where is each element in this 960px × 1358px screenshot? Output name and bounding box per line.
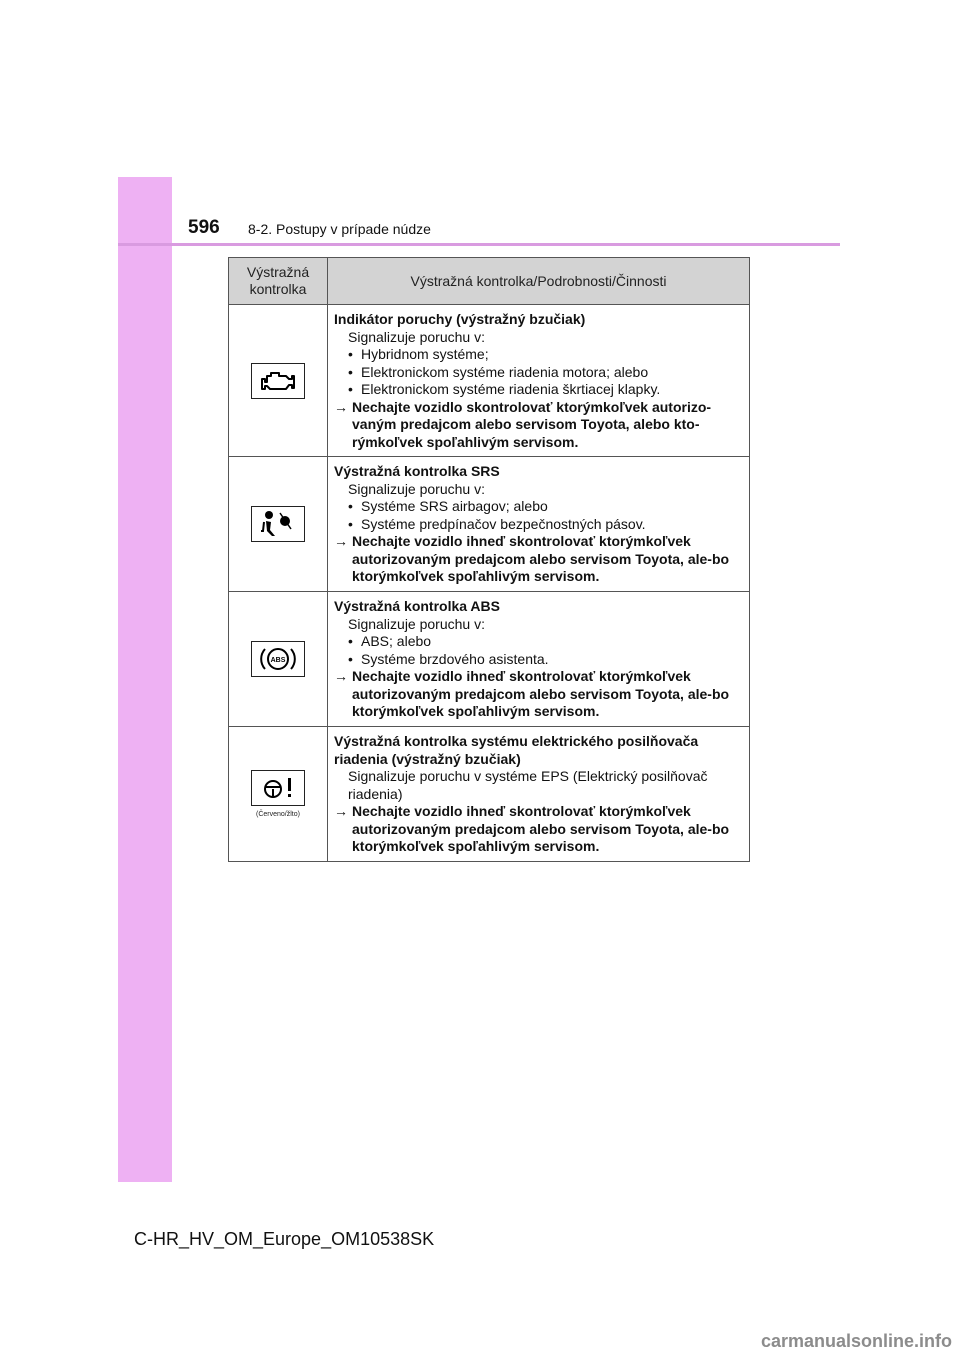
- table-row: [229, 727, 749, 861]
- light-action: → Nechajte vozidlo ihneď skontrolovať ktorýmkoľvek autorizovaným predajcom alebo servisom Toyota, ale-bo ktorýmkoľvek spoľahlivým servisom.: [334, 668, 730, 719]
- table-row: [229, 305, 749, 457]
- table-row: [229, 457, 749, 592]
- light-title: Indikátor poruchy (výstražný bzučiak): [334, 311, 586, 327]
- light-action: → Nechajte vozidlo ihneď skontrolovať ktorýmkoľvek autorizovaným predajcom alebo servisom Toyota, ale-bo ktorýmkoľvek spoľahlivým servisom.: [334, 533, 730, 584]
- light-action: → Nechajte vozidlo skontrolovať ktorýmkoľvek autorizo-vaným predajcom alebo servisom Toyota, alebo kto-rýmkoľvek spoľahlivým servisom.: [334, 398, 712, 450]
- document-code: C-HR_HV_OM_Europe_OM10538SK: [134, 1229, 435, 1249]
- light-title: Výstražná kontrolka SRS: [334, 463, 500, 479]
- page-number: 596: [188, 217, 220, 238]
- light-title: Výstražná kontrolka ABS: [334, 598, 500, 614]
- section-title: 8-2. Postupy v prípade núdze: [248, 221, 431, 237]
- light-intro: Signalizuje poruchu v:: [348, 615, 485, 632]
- srs-airbag-icon: [251, 506, 305, 542]
- light-intro: Signalizuje poruchu v:: [348, 328, 485, 345]
- table-row: [229, 592, 749, 727]
- list-item: • Hybridnom systéme;: [348, 346, 489, 362]
- icon-color-note: (Červeno/žlto): [256, 811, 300, 818]
- list-item: • Systéme SRS airbagov; alebo: [348, 498, 548, 514]
- column-header-details: Výstražná kontrolka/Podrobnosti/Činnosti: [410, 272, 667, 289]
- light-action: → Nechajte vozidlo ihneď skontrolovať ktorýmkoľvek autorizovaným predajcom alebo servisom Toyota, ale-bo ktorýmkoľvek spoľahlivým servisom.: [334, 803, 730, 854]
- header-divider: [118, 243, 840, 246]
- list-item: • Systéme predpínačov bezpečnostných pásov.: [348, 515, 646, 532]
- list-item: • ABS; alebo: [348, 633, 432, 649]
- light-title: Výstražná kontrolka systému elektrického posilňovača riadenia (výstražný bzučiak): [334, 733, 699, 767]
- watermark: carmanualsonline.info: [760, 1331, 952, 1351]
- list-item: • Systéme brzdového asistenta.: [348, 650, 549, 667]
- list-item: • Elektronickom systéme riadenia škrtiacej klapky.: [348, 381, 661, 397]
- light-intro: Signalizuje poruchu v systéme EPS (Elektrický posilňovač riadenia): [348, 768, 708, 802]
- light-intro: Signalizuje poruchu v:: [348, 480, 485, 497]
- chapter-side-tab: [118, 177, 172, 1182]
- svg-text:ABS: ABS: [270, 657, 286, 664]
- list-item: • Elektronickom systéme riadenia motora; alebo: [348, 363, 649, 380]
- engine-malfunction-icon: [251, 363, 305, 399]
- table-header: [229, 258, 749, 305]
- arrow-icon: →: [334, 533, 348, 549]
- arrow-icon: →: [334, 803, 348, 819]
- abs-icon: [251, 641, 305, 677]
- column-header-light: Výstražná kontrolka: [229, 258, 328, 304]
- arrow-icon: →: [334, 398, 348, 415]
- warning-lights-table: [228, 257, 750, 862]
- eps-steering-icon: [251, 770, 305, 806]
- arrow-icon: →: [334, 668, 348, 684]
